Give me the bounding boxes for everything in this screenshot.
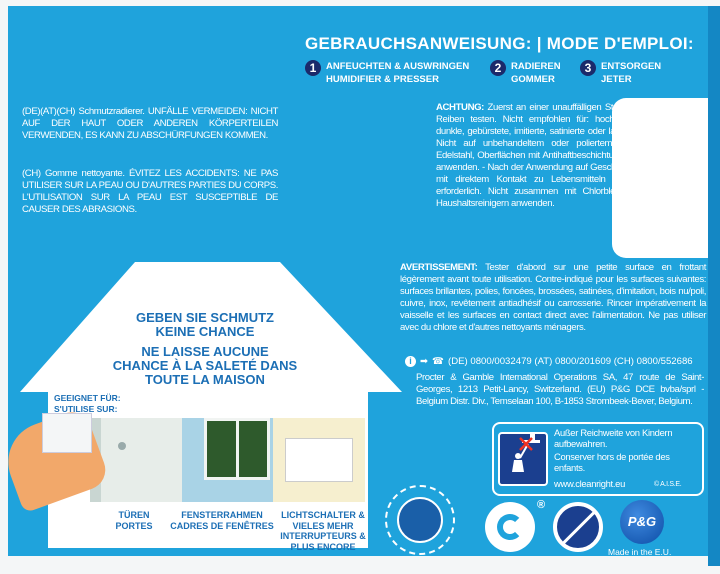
step-de: RADIEREN <box>511 61 561 72</box>
suitable-fr: S'UTILISE SUR: <box>54 403 118 414</box>
suitable-de: GEEIGNET FÜR: <box>54 393 121 403</box>
achtung-body: Zuerst an einer unauffälligen Stelle mit nur leichtem Reiben testen. Nicht empfohlen für: hochglänzende, polierte, dunkle, gebürstete, imitierte, satinierte oder lackierte Oberflächen. Nicht auf unbehandeltem oder poliertem Holz, auf Kupfer, Edelstahl, Oberflächen mit Antihaftbeschichtung oder Karosserien anwenden. - Nach der Anwendung auf Geschirr oder Oberflächen mit direktem Kontakt zu Lebensmitteln ist ein Abwaschen erforderlich. Nicht zusammen mit Chlorbleiche oder anderen Haushaltsreinigern anwenden. <box>436 102 694 209</box>
phone-numbers: (DE) 0800/0032479 (AT) 0800/201609 (CH) 0800/552686 <box>448 356 693 367</box>
window-photo <box>182 418 274 502</box>
slogan-fr <box>90 345 320 387</box>
made-in-eu: Made in the E.U. <box>608 547 672 557</box>
aise-copyright: © A.I.S.E. <box>654 481 682 488</box>
pg-logo: P&G <box>620 500 664 544</box>
step-number: 3 <box>580 60 596 76</box>
step-de: ENTSORGEN <box>601 61 662 72</box>
eraser-sponge <box>42 413 92 453</box>
use-de: LICHTSCHALTER & VIELES MEHR <box>281 510 365 531</box>
slogan-line: TOUTE LA MAISON <box>145 372 265 387</box>
use-fr: CADRES DE FENÊTRES <box>170 520 274 531</box>
phone-icon: ☎ <box>432 356 444 367</box>
use-doors <box>106 510 162 531</box>
step-fr: HUMIDIFIER & PRESSER <box>326 74 439 85</box>
avert-body: Tester d'abord sur une petite surface en frottant légèrement avant toute utilisation. Contre-indiqué pour les surfaces suivantes: surfaces brillantes, polies, foncées, brossées, satinées, d'imitation, bois nu/poli, cuivre, inox, revêtement antiadhésif ou carrosserie. Rincer impérativement la vaisselle et les surfaces en contact direct avec l'alimentation. Ne pas utiliser avec du chlore et d'autres nettoyants ménagers. <box>400 262 707 333</box>
achtung-label: ACHTUNG: <box>436 102 484 113</box>
slogan-line: CHANCE À LA SALETÉ DANS <box>112 358 298 373</box>
warning-de: (DE)(AT)(CH) Schmutzradierer. UNFÄLLE VERMEIDEN: NICHT AUF DER HAUT ODER ANDEREN KÖRPERTEILEN VERWENDEN, ES KANN ZU ABSCHÜRFUNGEN KOMMEN. <box>22 106 278 141</box>
green-dot-recycling-icon <box>485 502 535 552</box>
arrow-icon: ➡ <box>420 356 429 367</box>
suitable-for <box>54 393 121 414</box>
instructions-title: GEBRAUCHSANWEISUNG: | MODE D'EMPLOI: <box>305 34 694 53</box>
kids-text-fr: Conserver hors de portée des enfants. <box>554 451 670 473</box>
slogan-line: GEBEN SIE SCHMUTZ <box>136 310 274 325</box>
step-fr: JETER <box>601 74 632 85</box>
slogan-line: NE LAISSE AUCUNE <box>141 344 269 359</box>
step-de: ANFEUCHTEN & AUSWRINGEN <box>326 61 470 72</box>
no-littering-icon <box>553 502 603 552</box>
door-photo <box>90 418 182 502</box>
usage-photos <box>90 418 365 502</box>
cleanright-url[interactable]: www.cleanright.eu <box>554 478 625 489</box>
slogan-de <box>90 311 320 339</box>
avert-label: AVERTISSEMENT: <box>400 262 478 273</box>
use-fr: PORTES <box>115 520 153 531</box>
manufacturer-address: Procter & Gamble International Operations SA, 47 route de Saint-Georges, 1213 Petit-Lancy, Switzerland. (EU) P&G DCE bvba/sprl - Belgium Distr. Div., Temselaan 100, B-1853 Strombeek-Bever, Belgium. <box>416 372 704 407</box>
use-de: FENSTERRAHMEN <box>181 510 263 520</box>
use-window-frames <box>168 510 276 531</box>
use-light-switches <box>280 510 366 552</box>
warning-ch: (CH) Gomme nettoyante. ÉVITEZ LES ACCIDENTS: NE PAS UTILISER SUR LA PEAU OU D'AUTRES PARTIES DU CORPS. L'UTILISATION SUR LA PEAU EST SUSCEPTIBLE DE CAUSER DES ABRASIONS. <box>22 168 278 215</box>
use-fr: INTERRUPTEURS & PLUS ENCORE <box>280 531 366 552</box>
aise-seal-logo <box>385 485 455 555</box>
use-de: TÜREN <box>118 510 150 520</box>
step-number: 2 <box>490 60 506 76</box>
slogan-line: KEINE CHANCE <box>155 324 255 339</box>
lightswitch-photo <box>273 418 365 502</box>
registered-mark: ® <box>537 499 546 511</box>
info-icon: i <box>405 356 416 367</box>
kids-text-de: Außer Reichweite von Kindern aufbewahren. <box>554 427 673 449</box>
step-fr: GOMMER <box>511 74 555 85</box>
step-number: 1 <box>305 60 321 76</box>
